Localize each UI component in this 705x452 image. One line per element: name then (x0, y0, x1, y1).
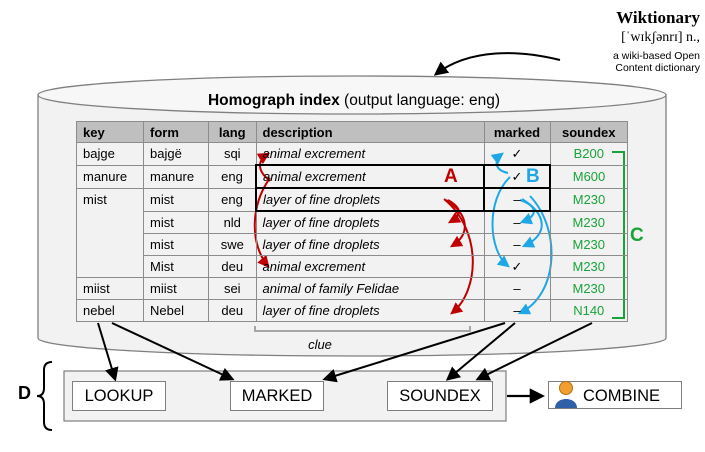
cell-soundex: M230 (550, 234, 628, 256)
index-title-rest: (output language: eng) (339, 92, 501, 109)
label-clue: clue (308, 337, 332, 352)
cell-form: miist (144, 278, 209, 300)
cell-key: manure (77, 165, 144, 188)
cell-key (77, 211, 144, 234)
cell-marked: – (484, 234, 550, 256)
label-c: C (630, 225, 644, 246)
label-d: D (18, 383, 31, 403)
cell-lang: deu (209, 300, 257, 322)
cell-lang: deu (209, 256, 257, 278)
cell-soundex: M230 (550, 211, 628, 234)
cell-soundex: M230 (550, 278, 628, 300)
cell-description: animal of family Felidae (256, 278, 484, 300)
table-row (77, 300, 628, 322)
header-soundex: soundex (550, 122, 628, 143)
cell-form: Nebel (144, 300, 209, 322)
wiktionary-desc-line-1: a wiki-based Open (613, 50, 700, 62)
cell-key: mist (77, 188, 144, 211)
cell-marked: ✓ (484, 165, 550, 188)
cell-form: bajgë (144, 143, 209, 166)
table-row (77, 278, 628, 300)
wiktionary-arrow (436, 53, 560, 74)
cell-description: animal excrement (256, 256, 484, 278)
cell-soundex: B200 (550, 143, 628, 166)
header-key: key (77, 122, 144, 143)
cell-lang: eng (209, 165, 257, 188)
cell-key: nebel (77, 300, 144, 322)
cell-lang: eng (209, 188, 257, 211)
wiktionary-description (560, 50, 700, 74)
index-title (40, 92, 668, 110)
cell-description: layer of fine droplets (256, 211, 484, 234)
index-title-bold: Homograph index (207, 92, 340, 109)
cell-description: layer of fine droplets (256, 300, 484, 322)
cell-form: mist (144, 234, 209, 256)
cell-form: mist (144, 211, 209, 234)
cell-soundex: N140 (550, 300, 628, 322)
cell-marked: ✓ (484, 256, 550, 278)
cell-description: layer of fine droplets (256, 188, 484, 211)
header-lang: lang (209, 122, 257, 143)
label-a: A (444, 166, 458, 187)
cell-key: bajge (77, 143, 144, 166)
marked-module: MARKED (230, 381, 324, 411)
cell-marked: – (484, 211, 550, 234)
cell-form: Mist (144, 256, 209, 278)
wiktionary-title: Wiktionary (616, 8, 700, 27)
cell-soundex: M230 (550, 188, 628, 211)
cell-lang: sqi (209, 143, 257, 166)
cell-key (77, 256, 144, 278)
cell-description: layer of fine droplets (256, 234, 484, 256)
table-header-row (77, 122, 628, 143)
cell-lang: swe (209, 234, 257, 256)
table-row (77, 188, 628, 211)
label-b: B (526, 166, 540, 187)
wiktionary-pronunciation: [ˈwɪkʃənrɪ] n., (621, 30, 700, 45)
brace-d (37, 362, 52, 430)
cell-marked: – (484, 278, 550, 300)
cell-soundex: M600 (550, 165, 628, 188)
header-marked: marked (484, 122, 550, 143)
soundex-module: SOUNDEX (387, 381, 493, 411)
combine-module: COMBINE (548, 381, 682, 409)
cell-soundex: M230 (550, 256, 628, 278)
cell-lang: nld (209, 211, 257, 234)
table-row (77, 234, 628, 256)
cell-description: animal excrement (256, 165, 484, 188)
homograph-table (76, 121, 628, 322)
lookup-module: LOOKUP (72, 381, 166, 411)
cell-marked: ✓ (484, 143, 550, 166)
cell-form: manure (144, 165, 209, 188)
wiktionary-desc-line-2: Content dictionary (615, 62, 700, 74)
table-row (77, 165, 628, 188)
cell-marked: – (484, 188, 550, 211)
table-row (77, 143, 628, 166)
table-row (77, 211, 628, 234)
cell-form: mist (144, 188, 209, 211)
cell-key (77, 234, 144, 256)
cell-key: miist (77, 278, 144, 300)
table-row (77, 256, 628, 278)
header-description: description (256, 122, 484, 143)
cell-lang: sei (209, 278, 257, 300)
cell-description: animal excrement (256, 143, 484, 166)
header-form: form (144, 122, 209, 143)
cell-marked: – (484, 300, 550, 322)
